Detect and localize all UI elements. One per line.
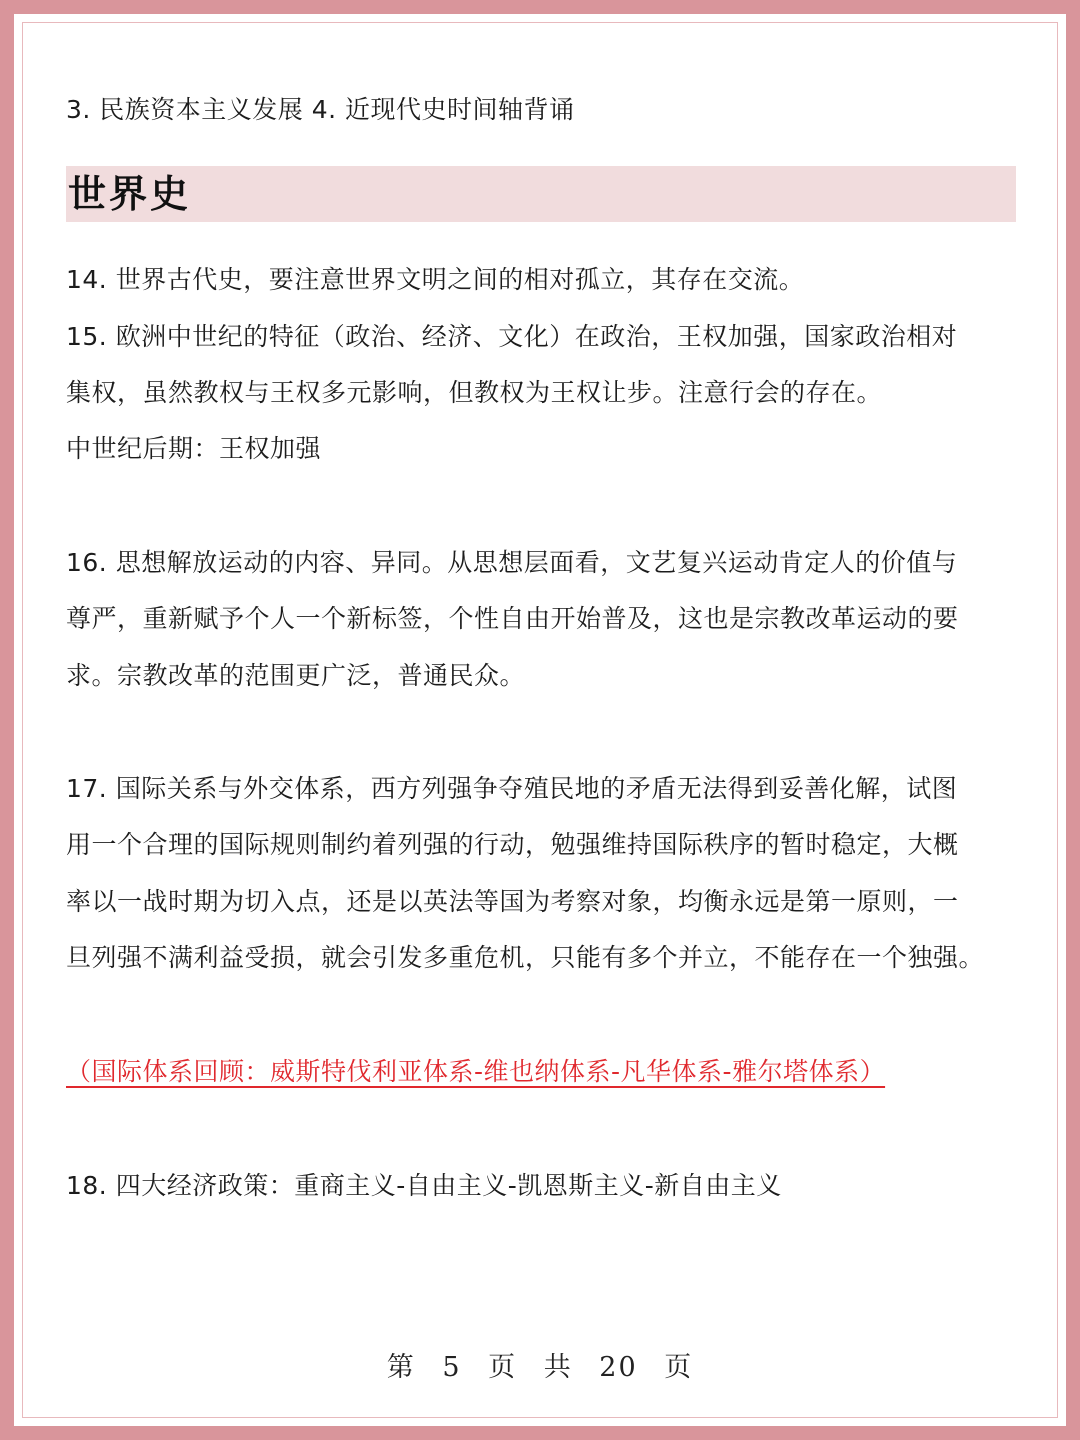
paragraph-16-line-3: 求。宗教改革的范围更广泛，普通民众。 [66,661,526,690]
top-line: 3. 民族资本主义发展 4. 近现代史时间轴背诵 [66,95,575,124]
section-title: 世界史 [68,172,192,216]
paragraph-17-line-1: 17. 国际关系与外交体系，西方列强争夺殖民地的矛盾无法得到妥善化解，试图 [66,774,958,803]
paragraph-16-line-1: 16. 思想解放运动的内容、异同。从思想层面看，文艺复兴运动肯定人的价值与 [66,548,958,577]
footer-total-pages: 20 [599,1352,638,1383]
international-system-note: （国际体系回顾：威斯特伐利亚体系-维也纳体系-凡华体系-雅尔塔体系） [66,1057,886,1086]
page-footer [0,1345,1080,1384]
paragraph-15-line-1: 15. 欧洲中世纪的特征（政治、经济、文化）在政治，王权加强，国家政治相对 [66,322,958,351]
paragraph-18: 18. 四大经济政策：重商主义-自由主义-凯恩斯主义-新自由主义 [66,1171,782,1200]
footer-word-gong: 共 [543,1352,573,1383]
section-header [66,166,1016,222]
paragraph-14: 14. 世界古代史，要注意世界文明之间的相对孤立，其存在交流。 [66,265,805,294]
paragraph-17-line-4: 旦列强不满利益受损，就会引发多重危机，只能有多个并立，不能存在一个独强。 [66,943,985,972]
footer-word-ye: 页 [488,1352,518,1383]
paragraph-17-line-2: 用一个合理的国际规则制约着列强的行动，勉强维持国际秩序的暂时稳定，大概 [66,830,959,859]
paragraph-15-line-3: 中世纪后期：王权加强 [66,434,322,463]
paragraph-15-line-2: 集权，虽然教权与王权多元影响，但教权为王权让步。注意行会的存在。 [66,378,883,407]
footer-page-number: 5 [442,1352,462,1383]
footer-word-di: 第 [386,1352,416,1383]
paragraph-17-line-3: 率以一战时期为切入点，还是以英法等国为考察对象，均衡永远是第一原则，一 [66,887,959,916]
paragraph-16-line-2: 尊严，重新赋予个人一个新标签，个性自由开始普及，这也是宗教改革运动的要 [66,604,959,633]
footer-word-ye-2: 页 [664,1352,694,1383]
